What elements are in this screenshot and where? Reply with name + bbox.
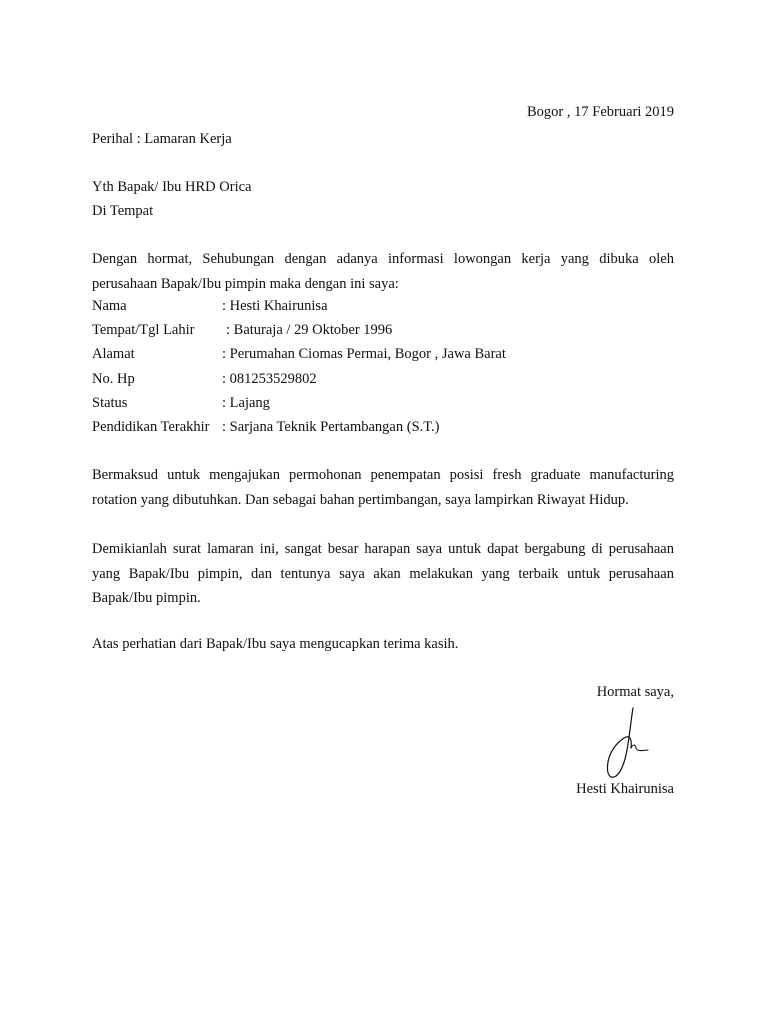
detail-value: : 081253529802 xyxy=(222,371,317,387)
detail-row-status xyxy=(92,394,682,412)
detail-label: Pendidikan Terakhir xyxy=(92,419,210,435)
signature-icon xyxy=(600,704,660,782)
intro-paragraph: Dengan hormat, Sehubungan dengan adanya informasi lowongan kerja yang dibuka oleh perusahaan Bapak/Ibu pimpin maka dengan ini saya: xyxy=(92,251,674,292)
detail-label: Alamat xyxy=(92,346,135,362)
place-date: Bogor , 17 Februari 2019 xyxy=(527,104,674,120)
detail-row-phone xyxy=(92,370,682,388)
detail-value: : Perumahan Ciomas Permai, Bogor , Jawa Barat xyxy=(222,346,506,362)
detail-value: : Lajang xyxy=(222,395,270,411)
detail-value: : Hesti Khairunisa xyxy=(222,298,328,314)
subject-line: Perihal : Lamaran Kerja xyxy=(92,131,232,147)
salutation: Hormat saya, xyxy=(596,684,674,700)
detail-label: Nama xyxy=(92,298,127,314)
closing-paragraph: Demikianlah surat lamaran ini, sangat besar harapan saya untuk dapat bergabung di perusahaan yang Bapak/Ibu pimpin, dan tentunya saya akan melakukan yang terbaik untuk perusahaan Bapak/Ibu pimpin. xyxy=(92,541,674,606)
detail-row-name xyxy=(92,297,682,315)
detail-value: : Baturaja / 29 Oktober 1996 xyxy=(226,322,393,338)
detail-row-address xyxy=(92,345,682,363)
detail-label: Status xyxy=(92,395,128,411)
thanks-line: Atas perhatian dari Bapak/Ibu saya mengucapkan terima kasih. xyxy=(92,636,459,652)
signer-name: Hesti Khairunisa xyxy=(576,781,674,797)
detail-label: Tempat/Tgl Lahir xyxy=(92,322,195,338)
detail-label: No. Hp xyxy=(92,371,135,387)
recipient-line: Yth Bapak/ Ibu HRD Orica xyxy=(92,179,252,195)
detail-value: : Sarjana Teknik Pertambangan (S.T.) xyxy=(222,419,440,435)
detail-row-education xyxy=(92,418,682,436)
location-line: Di Tempat xyxy=(92,203,154,219)
detail-row-birth xyxy=(92,321,682,339)
purpose-paragraph: Bermaksud untuk mengajukan permohonan penempatan posisi fresh graduate manufacturing rotation yang dibutuhkan. Dan sebagai bahan pertimbangan, saya lampirkan Riwayat Hidup. xyxy=(92,467,674,508)
